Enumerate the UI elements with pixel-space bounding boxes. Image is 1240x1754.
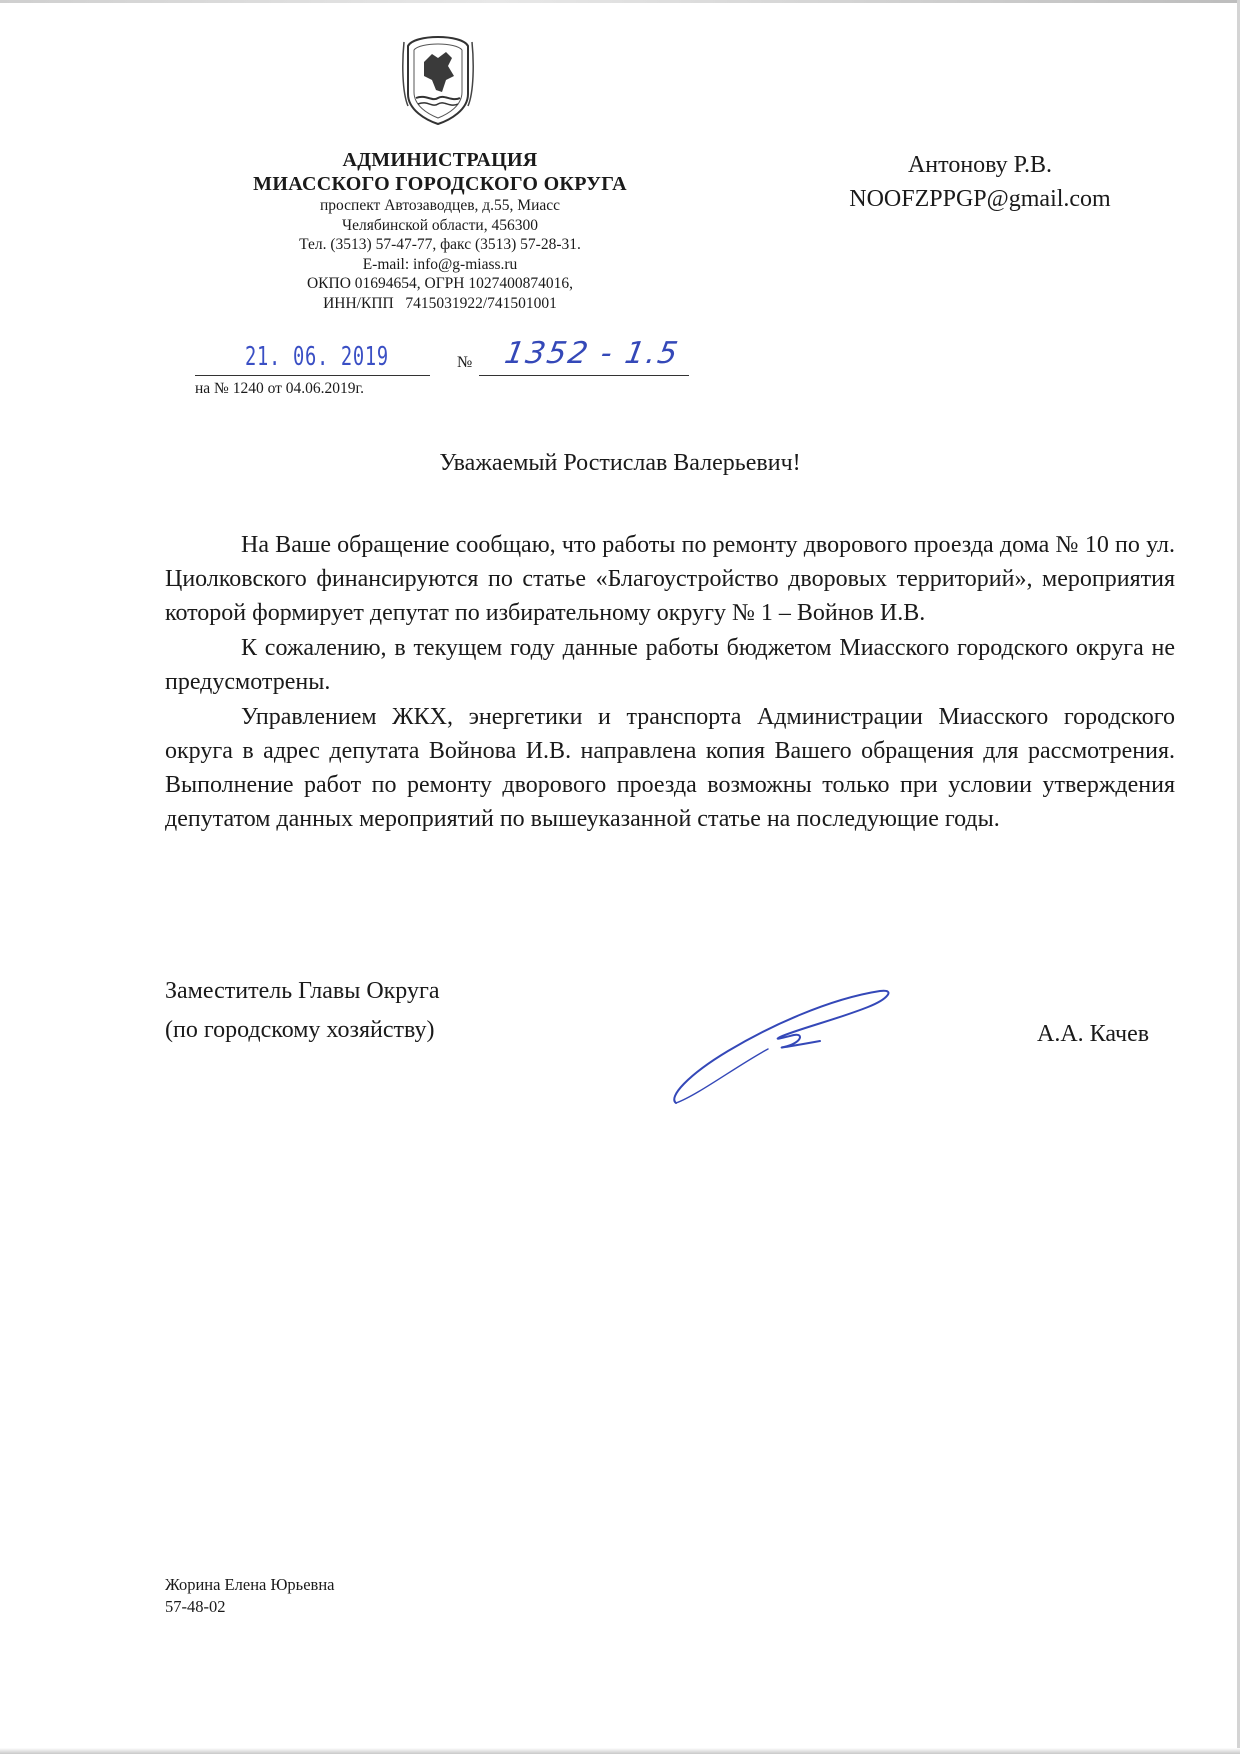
executor-phone: 57-48-02 (165, 1597, 226, 1616)
outgoing-number: 1352 - 1.5 (501, 336, 683, 371)
org-inn-kpp: ИНН/КПП 7415031922/741501001 (323, 294, 557, 312)
recipient-name: Антонову Р.В. (907, 152, 1053, 178)
org-okpo-ogrn: ОКПО 01694654, ОГРН 1027400874016, (306, 275, 573, 292)
org-phone: Тел. (3513) 57-47-77, факс (3513) 57-28-31. (299, 236, 581, 253)
executor-block (165, 1574, 334, 1618)
letterhead (190, 148, 690, 313)
signatory-title-line2: (по городскому хозяйству) (165, 1017, 435, 1043)
handwritten-signature (668, 985, 893, 1107)
scan-edge-bottom (0, 1748, 1240, 1754)
recipient-email: NOOFZPPGP@gmail.com (849, 186, 1111, 212)
scan-edge-top (0, 0, 1240, 3)
date-underline (195, 375, 430, 376)
salutation: Уважаемый Ростислав Валерьевич! (439, 450, 801, 476)
org-address-line2: Челябинской области, 456300 (342, 216, 538, 234)
org-email: E-mail: info@g-miass.ru (362, 255, 518, 273)
body-paragraph: К сожалению, в текущем году данные работы бюджетом Миасского городского округа не предусмотрены. (165, 635, 1175, 695)
body-paragraph: Управлением ЖКХ, энергетики и транспорта Администрации Миасского городского округа в адрес депутата Войнова И.В. направлена копия Вашего обращения для рассмотрения. Выполнение работ по ремонту дворового проезда возможны только при условии утверждения депутатом данных мероприятий по вышеуказанной статье на последующие годы. (165, 704, 1175, 832)
registration-row (195, 336, 695, 382)
number-underline (479, 375, 689, 376)
org-name-line1: АДМИНИСТРАЦИЯ (342, 149, 538, 171)
number-sign: № (457, 354, 473, 371)
letter-body (165, 528, 1175, 837)
signatory-title-line1: Заместитель Главы Округа (165, 978, 440, 1004)
coat-of-arms-icon (402, 32, 474, 126)
reply-reference: на № 1240 от 04.06.2019г. (195, 380, 365, 397)
date-stamp: 21. 06. 2019 (245, 342, 389, 372)
body-paragraph: На Ваше обращение сообщаю, что работы по ремонту дворового проезда дома № 10 по ул. Циолковского финансируются по статье «Благоустройство дворовых территорий», мероприятия которой формирует депутат по избирательному округу № 1 – Войнов И.В. (165, 532, 1175, 626)
org-address-line1: проспект Автозаводцев, д.55, Миасс (319, 197, 561, 214)
org-name-line2: МИАССКОГО ГОРОДСКОГО ОКРУГА (253, 173, 627, 195)
executor-name: Жорина Елена Юрьевна (165, 1575, 335, 1594)
signatory-name: А.А. Качев (1037, 1021, 1150, 1047)
recipient-block (780, 148, 1180, 216)
